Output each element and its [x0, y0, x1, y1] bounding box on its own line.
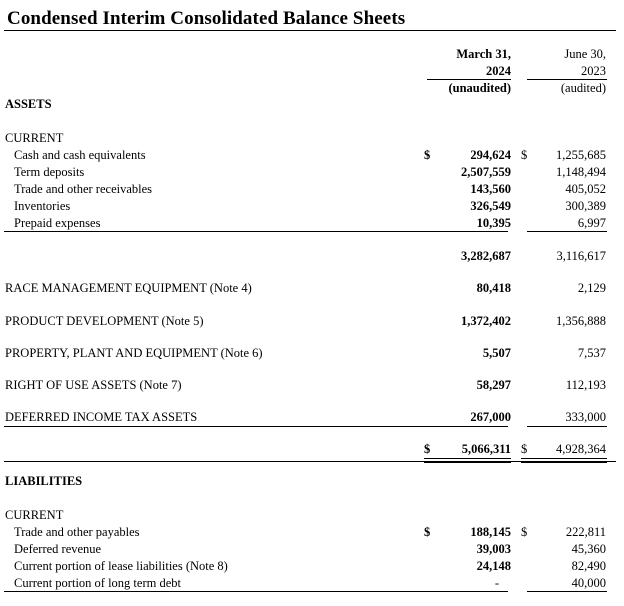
- value-march-2024: 143,560: [470, 182, 511, 196]
- liabilities-heading-row: [0, 474, 624, 490]
- value-march-2024: 1,372,402: [461, 314, 511, 328]
- table-row: [0, 314, 624, 330]
- subtotal-rule: [4, 231, 508, 232]
- row-label: Current portion of lease liabilities (Note 8): [14, 559, 228, 573]
- value-march-2024: 2,507,559: [461, 165, 511, 179]
- value-march-2024: 326,549: [470, 199, 511, 213]
- value-march-2024: 188,145: [470, 525, 511, 539]
- col2-header-line1: June 30,: [564, 47, 606, 61]
- section-separator: [4, 461, 616, 462]
- title-rule: [4, 30, 616, 31]
- dollar-sign: $: [424, 442, 431, 456]
- value-march-2024: 3,282,687: [461, 249, 511, 263]
- col2-header-line3: (audited): [560, 81, 606, 95]
- col2-header-line2: 2023: [581, 64, 606, 78]
- row-label: DEFERRED INCOME TAX ASSETS: [5, 410, 198, 424]
- value-june-2023: 1,255,685: [556, 148, 606, 162]
- table-row: [0, 559, 624, 575]
- current-liabilities-heading-row: [0, 508, 624, 524]
- table-row: [0, 576, 624, 592]
- total-rule: [4, 426, 508, 427]
- dollar-sign: $: [521, 442, 528, 456]
- col2-header-rule: [527, 79, 607, 80]
- row-label: Cash and cash equivalents: [14, 148, 146, 162]
- value-june-2023: 2,129: [577, 281, 606, 295]
- table-row: [0, 525, 624, 541]
- page-title: Condensed Interim Consolidated Balance Sheets: [7, 8, 406, 29]
- dollar-sign: $: [521, 525, 528, 539]
- value-june-2023: 112,193: [565, 378, 606, 392]
- table-row: [0, 410, 624, 426]
- value-june-2023: 300,389: [565, 199, 606, 213]
- row-label: Deferred revenue: [14, 542, 102, 556]
- dollar-sign: $: [521, 148, 528, 162]
- value-march-2024: 294,624: [470, 148, 511, 162]
- value-march-2024: 39,003: [476, 542, 511, 556]
- total-rule: [527, 426, 607, 427]
- value-june-2023: 4,928,364: [556, 442, 606, 456]
- value-march-2024: 267,000: [470, 410, 511, 424]
- assets-heading-row: [0, 97, 624, 113]
- row-label: Current portion of long term debt: [14, 576, 181, 590]
- liabilities-heading: LIABILITIES: [5, 474, 83, 488]
- value-march-2024: -: [494, 576, 499, 590]
- subtotal-rule: [527, 231, 607, 232]
- value-june-2023: 405,052: [565, 182, 606, 196]
- row-label: RACE MANAGEMENT EQUIPMENT (Note 4): [5, 281, 252, 295]
- value-march-2024: 10,395: [476, 216, 511, 230]
- col1-header-line1: March 31,: [456, 47, 511, 61]
- table-row: [0, 165, 624, 181]
- row-label: Prepaid expenses: [14, 216, 101, 230]
- value-june-2023: 6,997: [577, 216, 606, 230]
- row-label: Inventories: [14, 199, 71, 213]
- value-june-2023: 333,000: [565, 410, 606, 424]
- value-march-2024: 80,418: [476, 281, 511, 295]
- row-label: RIGHT OF USE ASSETS (Note 7): [5, 378, 182, 392]
- table-row: [0, 148, 624, 164]
- table-row: [0, 216, 624, 232]
- value-march-2024: 58,297: [476, 378, 511, 392]
- subtotal-rule: [527, 591, 607, 592]
- value-june-2023: 1,148,494: [556, 165, 606, 179]
- assets-heading: ASSETS: [5, 97, 52, 111]
- row-label: Trade and other receivables: [14, 182, 153, 196]
- current-assets-heading-row: [0, 131, 624, 147]
- value-march-2024: 5,066,311: [461, 442, 511, 456]
- table-row: [0, 281, 624, 297]
- value-june-2023: 222,811: [565, 525, 606, 539]
- value-june-2023: 82,490: [571, 559, 606, 573]
- value-june-2023: 40,000: [571, 576, 606, 590]
- value-june-2023: 7,537: [577, 346, 606, 360]
- subtotal-rule: [4, 591, 508, 592]
- value-june-2023: 45,360: [571, 542, 606, 556]
- dollar-sign: $: [424, 148, 431, 162]
- total-assets-row: [0, 442, 624, 458]
- row-label: PRODUCT DEVELOPMENT (Note 5): [5, 314, 204, 328]
- table-row: [0, 182, 624, 198]
- current-assets-total-row: [0, 249, 624, 265]
- value-june-2023: 1,356,888: [556, 314, 606, 328]
- table-row: [0, 346, 624, 362]
- value-march-2024: 5,507: [482, 346, 511, 360]
- table-row: [0, 542, 624, 558]
- value-june-2023: 3,116,617: [556, 249, 606, 263]
- table-row: [0, 199, 624, 215]
- col1-header-rule: [427, 79, 511, 80]
- dollar-sign: $: [424, 525, 431, 539]
- col1-header-line3: (unaudited): [448, 81, 511, 95]
- col1-header-line2: 2024: [486, 64, 511, 78]
- row-label: Trade and other payables: [14, 525, 140, 539]
- current-assets-heading: CURRENT: [5, 131, 64, 145]
- row-label: PROPERTY, PLANT AND EQUIPMENT (Note 6): [5, 346, 263, 360]
- row-label: Term deposits: [14, 165, 85, 179]
- table-row: [0, 378, 624, 394]
- current-liabilities-heading: CURRENT: [5, 508, 64, 522]
- value-march-2024: 24,148: [476, 559, 511, 573]
